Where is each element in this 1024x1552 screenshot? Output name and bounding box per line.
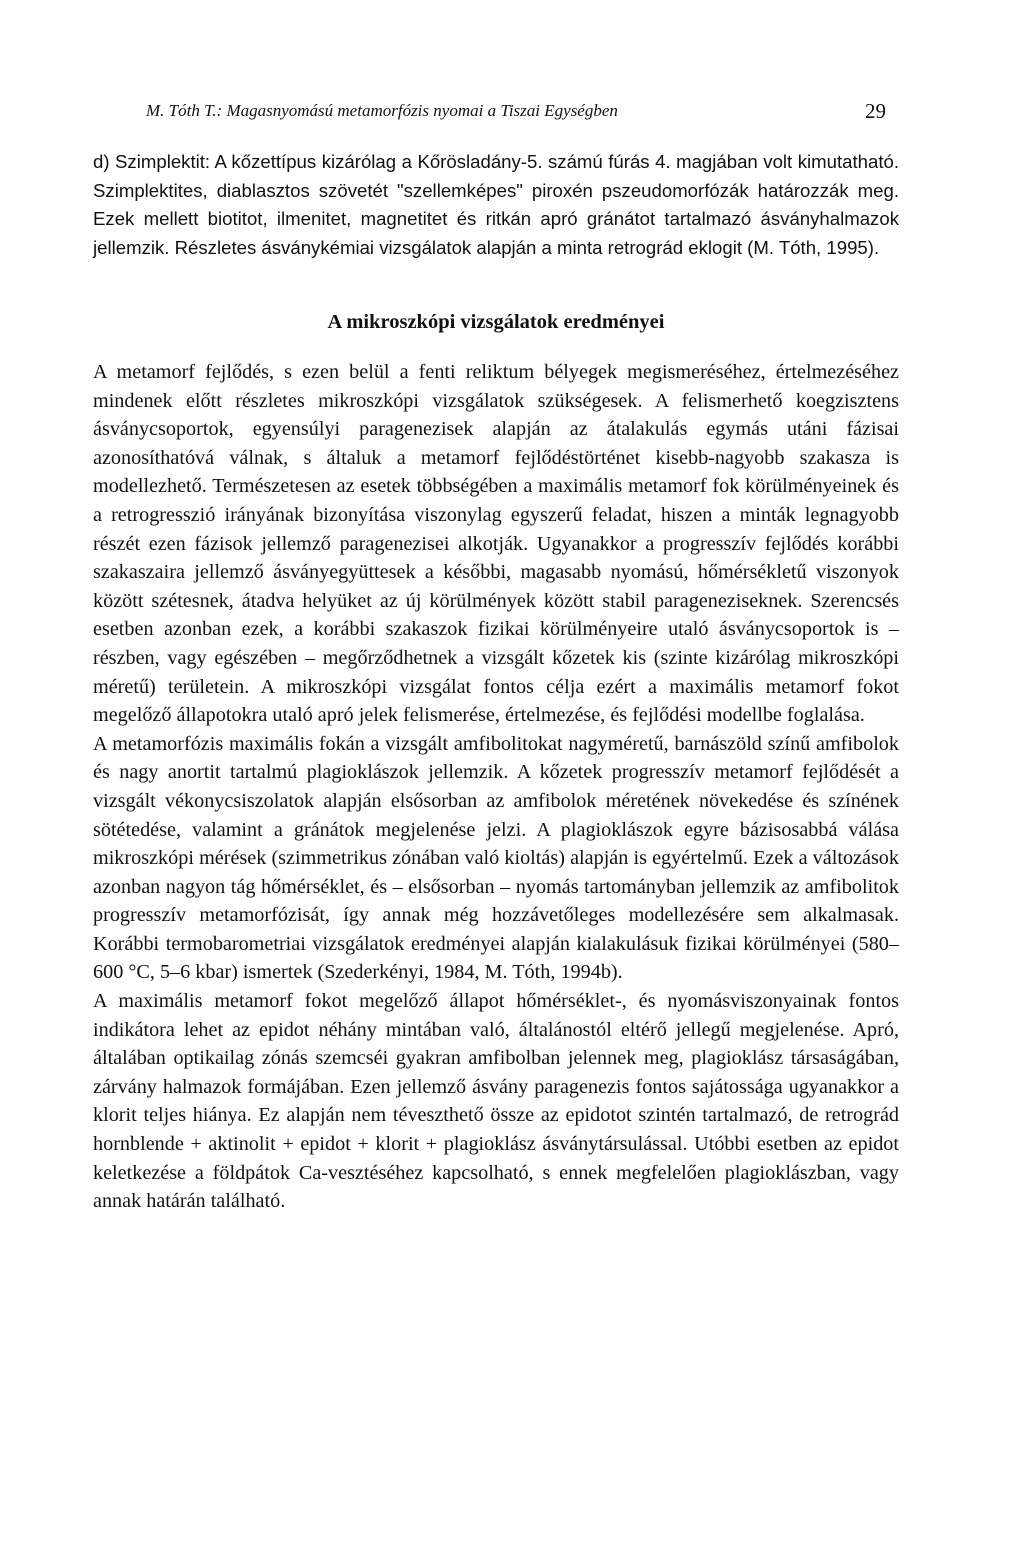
- body-paragraph-2: A metamorfózis maximális fokán a vizsgált amfibolitokat nagyméretű, barnászöld színű amfibolok és nagy anortit tartalmú plagioklászok jellemzik. A kőzetek progresszív metamorf fejlődését a vizsgált vékonycsiszolatok alapján elsősorban az amfibolok méretének növekedése és színének sötétedése, valamint a gránátok megjelenése jelzi. A plagioklászok egyre bázisosabbá válása mikroszkópi mérések (szimmetrikus zónában való kioltás) alapján is egyértelmű. Ezek a változások azonban nagyon tág hőmérséklet, és – elsősorban – nyomás tartományban jellemzik az amfibolitok progresszív metamorfózisát, így annak még hozzávetőleges modellezésére sem alkalmasak. Korábbi termobarometriai vizsgálatok eredményei alapján kialakulásuk fizikai körülményei (580–600 °C, 5–6 kbar) ismertek (Szederkényi, 1984, M. Tóth, 1994b).: [93, 732, 899, 984]
- section-title: A mikroszkópi vizsgálatok eredményei: [327, 311, 665, 333]
- page-number: 29: [865, 99, 886, 123]
- intro-paragraph: d) Szimplektit: A kőzettípus kizárólag a Kőrösladány-5. számú fúrás 4. magjában volt kimutatható. Szimplektites, diablasztos szövetét "szellemképes" piroxén pszeudomorfózák határozzák meg. Ezek mellett biotitot, ilmenitet, magnetitet és ritkán apró gránátot tartalmazó ásványhalmazok jellemzik. Részletes ásványkémiai vizsgálatok alapján a minta retrográd eklogit (M. Tóth, 1995).: [93, 151, 899, 258]
- running-header: [146, 100, 886, 122]
- page-body: [93, 148, 899, 1216]
- running-title: M. Tóth T.: Magasnyomású metamorfózis nyomai a Tiszai Egységben: [146, 101, 618, 120]
- body-paragraph-1: A metamorf fejlődés, s ezen belül a fenti reliktum bélyegek megismeréséhez, értelmezéséhez mindenek előtt részletes mikroszkópi vizsgálatok szükségesek. A felismerhető koegzisztens ásványcsoportok, egyensúlyi paragenezisek alapján az átalakulás egymás utáni fázisai azonosíthatóvá válnak, s általuk a metamorf fejlődéstörténet kisebb-nagyobb szakasza is modellezhető. Természetesen az esetek többségében a maximális metamorf fok körülményeinek és a retrogresszió irányának bizonyítása viszonylag egyszerű feladat, hiszen a minták legnagyobb részét ezen fázisok jellemző paragenezisei alkotják. Ugyanakkor a progresszív fejlődés korábbi szakaszaira jellemző ásványegyüttesek a későbbi, magasabb nyomású, hőmérsékletű viszonyok között szétesnek, átadva helyüket az új körülmények között stabil parageneziseknek. Szerencsés esetben azonban ezek, a korábbi szakaszok fizikai körülményeire utaló ásványcsoportok is – részben, vagy egészében – megőrződhetnek a vizsgált kőzetek kis (szinte kizárólag mikroszkópi méretű) területein. A mikroszkópi vizsgálat fontos célja ezért a maximális metamorf fokot megelőző állapotokra utaló apró jelek felismerése, értelmezése, és fejlődési modellbe foglalása.: [93, 361, 899, 727]
- body-paragraph-3: A maximális metamorf fokot megelőző állapot hőmérséklet-, és nyomásviszonyainak fontos indikátora lehet az epidot néhány mintában való, általánostól eltérő jellegű megjelenése. Apró, általában optikailag zónás szemcséi gyakran amfibolban jelennek meg, plagioklász társaságában, zárvány halmazok formájában. Ezen jellemző ásvány paragenezis fontos sajátossága ugyanakkor a klorit teljes hiánya. Ez alapján nem téveszthető össze az epidotot szintén tartalmazó, de retrográd hornblende + aktinolit + epidot + klorit + plagioklász ásványtársulással. Utóbbi esetben az epidot keletkezése a földpátok Ca-vesztéséhez kapcsolható, s ennek megfelelően plagioklászban, vagy annak határán található.: [93, 990, 899, 1213]
